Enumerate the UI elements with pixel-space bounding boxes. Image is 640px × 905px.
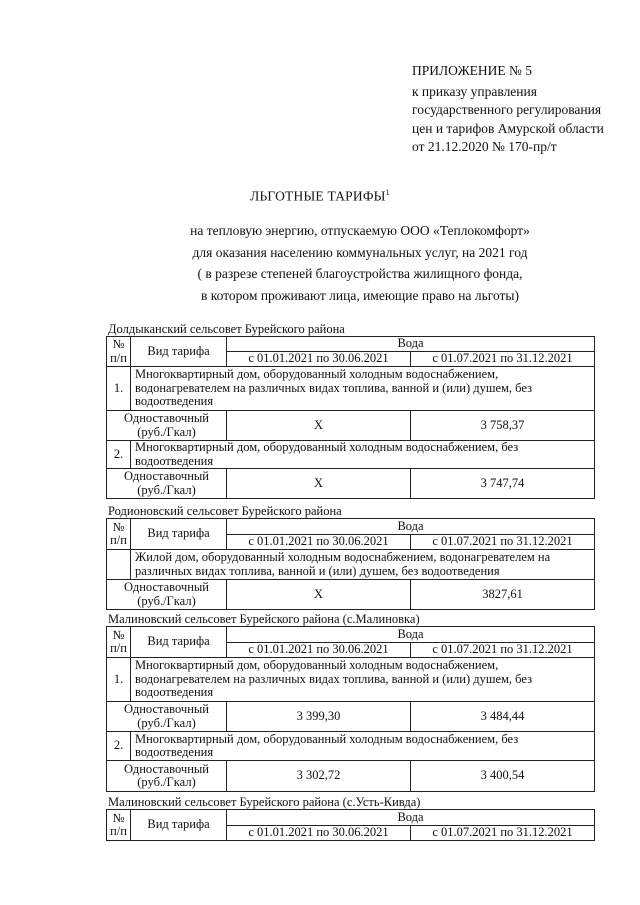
subtitle-line: для оказания населению коммунальных услуг, на 2021 год [192, 244, 528, 260]
tariff-table [106, 336, 595, 499]
row-num: 2. [107, 441, 131, 469]
value-period-1: 3 302,72 [227, 761, 411, 792]
header-water: Вода [227, 810, 595, 826]
subtitle-line: в котором проживают лица, имеющие право на льготы) [201, 287, 519, 303]
appendix-title: ПРИЛОЖЕНИЕ № 5 [412, 63, 533, 78]
table-row [107, 580, 595, 610]
tariff-table [106, 626, 595, 792]
row-description: Многоквартирный дом, оборудованный холодным водоснабжением, без водоотведения [131, 732, 595, 761]
header-water: Вода [227, 337, 595, 352]
header-tariff-type: Вид тарифа [131, 519, 227, 550]
section-label: Малиновский сельсовет Бурейского района (с.Малиновка) [108, 612, 420, 626]
header-num: № п/п [107, 810, 131, 841]
row-description: Многоквартирный дом, оборудованный холодным водоснабжением, водонагревателем на различных видах топлива, ванной и (или) душем, без водоотведения [131, 367, 595, 411]
table-row [107, 550, 595, 580]
value-period-1: Х [227, 411, 411, 441]
section-label: Долдыканский сельсовет Бурейского района [108, 322, 345, 336]
row-num [107, 550, 131, 580]
header-tariff-type: Вид тарифа [131, 810, 227, 841]
section-label: Малиновский сельсовет Бурейского района (с.Усть-Кивда) [108, 795, 421, 809]
subtitle-line: на тепловую энергию, отпускаемую ООО «Теплокомфорт» [190, 223, 530, 238]
table-row [107, 732, 595, 761]
header-num: № п/п [107, 519, 131, 550]
header-period-2: с 01.07.2021 по 31.12.2021 [411, 643, 595, 658]
rate-label: Одноставочный (руб./Гкал) [107, 702, 227, 732]
table-row [107, 367, 595, 411]
header-period-2: с 01.07.2021 по 31.12.2021 [411, 352, 595, 367]
rate-label: Одноставочный (руб./Гкал) [107, 761, 227, 792]
header-period-2: с 01.07.2021 по 31.12.2021 [411, 535, 595, 550]
table-row [107, 469, 595, 499]
row-num: 1. [107, 658, 131, 702]
header-period-1: с 01.01.2021 по 30.06.2021 [227, 643, 411, 658]
header-water: Вода [227, 627, 595, 643]
document-title [0, 188, 640, 205]
appendix-line: к приказу управления [412, 83, 537, 99]
header-period-1: с 01.01.2021 по 30.06.2021 [227, 826, 411, 841]
row-num: 2. [107, 732, 131, 761]
row-description: Жилой дом, оборудованный холодным водоснабжением, водонагревателем на различных видах топлива, ванной и (или) душем, без водоотведения [131, 550, 595, 580]
header-num: № п/п [107, 627, 131, 658]
header-period-1: с 01.01.2021 по 30.06.2021 [227, 535, 411, 550]
value-period-2: 3 484,44 [411, 702, 595, 732]
appendix-header [412, 62, 604, 157]
rate-label: Одноставочный (руб./Гкал) [107, 411, 227, 441]
table-row [107, 702, 595, 732]
table-row [107, 658, 595, 702]
title-text: ЛЬГОТНЫЕ ТАРИФЫ [250, 188, 386, 204]
appendix-line: цен и тарифов Амурской области [412, 120, 604, 136]
row-num: 1. [107, 367, 131, 411]
appendix-line: государственного регулирования [412, 102, 602, 117]
header-water: Вода [227, 519, 595, 535]
rate-label: Одноставочный (руб./Гкал) [107, 469, 227, 499]
value-period-1: 3 399,30 [227, 702, 411, 732]
value-period-2: 3 758,37 [411, 411, 595, 441]
header-num: № п/п [107, 337, 131, 367]
table-row [107, 441, 595, 469]
subtitle-line: ( в разрезе степеней благоустройства жилищного фонда, [197, 266, 523, 281]
row-description: Многоквартирный дом, оборудованный холодным водоснабжением, без водоотведения [131, 441, 595, 469]
header-tariff-type: Вид тарифа [131, 627, 227, 658]
value-period-1: Х [227, 580, 411, 610]
title-footnote: 1 [385, 188, 390, 197]
header-period-1: с 01.01.2021 по 30.06.2021 [227, 352, 411, 367]
value-period-1: Х [227, 469, 411, 499]
appendix-date: от 21.12.2020 № 170-пр/т [412, 139, 557, 154]
rate-label: Одноставочный (руб./Гкал) [107, 580, 227, 610]
header-period-2: с 01.07.2021 по 31.12.2021 [411, 826, 595, 841]
document-subtitle [0, 220, 640, 306]
header-tariff-type: Вид тарифа [131, 337, 227, 367]
table-row [107, 411, 595, 441]
table-row [107, 761, 595, 792]
value-period-2: 3827,61 [411, 580, 595, 610]
tariff-table [106, 518, 595, 610]
value-period-2: 3 747,74 [411, 469, 595, 499]
row-description: Многоквартирный дом, оборудованный холодным водоснабжением, водонагревателем на различных видах топлива, ванной и (или) душем, без водоотведения [131, 658, 595, 702]
value-period-2: 3 400,54 [411, 761, 595, 792]
section-label: Родионовский сельсовет Бурейского района [108, 504, 342, 518]
tariff-table [106, 809, 595, 841]
